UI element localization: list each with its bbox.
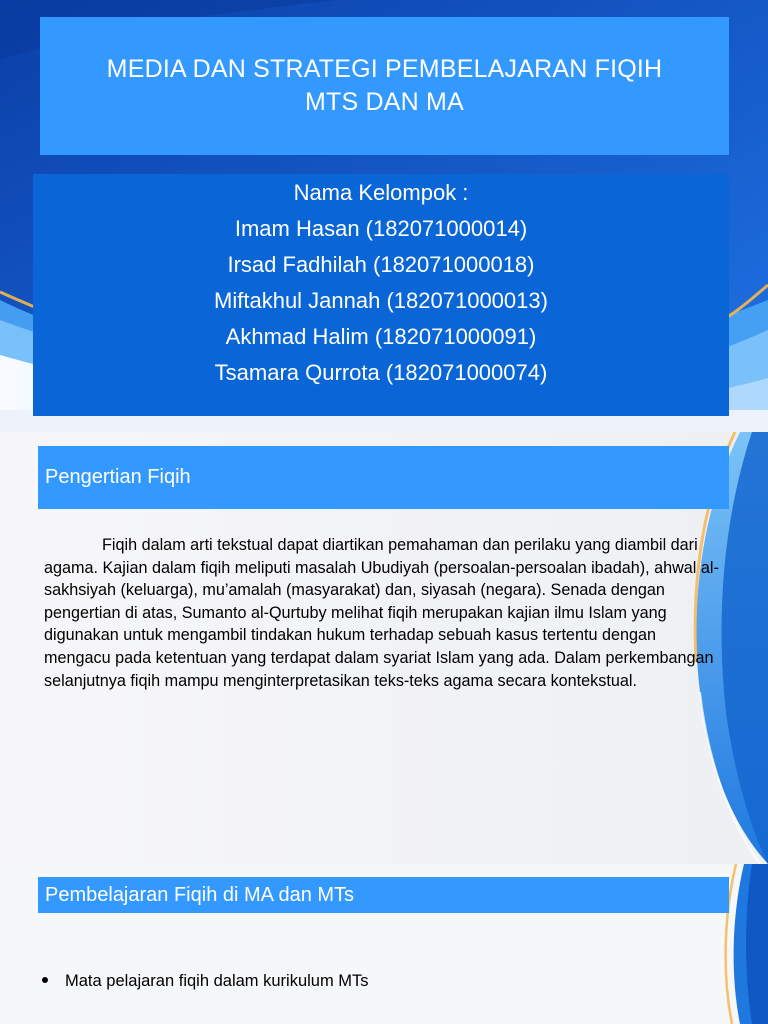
section-heading: Pengertian Fiqih: [45, 466, 191, 488]
bullet-icon: [42, 977, 48, 983]
section-heading: Pembelajaran Fiqih di MA dan MTs: [45, 883, 355, 906]
bullet-list-item: [42, 972, 369, 991]
group-heading: Nama Kelompok :: [293, 180, 469, 205]
member-item: Imam Hasan (182071000014): [234, 216, 528, 241]
member-item: Miftakhul Jannah (182071000013): [214, 288, 548, 313]
slide-title: [87, 53, 683, 119]
title-box: [40, 17, 729, 155]
slide-title-line2: MTS DAN MA: [305, 88, 464, 116]
section-heading-bar: [38, 877, 729, 913]
learning-slide: [0, 864, 768, 1024]
member-item: Akhmad Halim (182071000091): [225, 324, 537, 349]
bullet-text: Mata pelajaran fiqih dalam kurikulum MTs: [65, 972, 369, 990]
slide-title-line1: MEDIA DAN STRATEGI PEMBELAJARAN FIQIH: [106, 55, 663, 83]
definition-slide: [0, 432, 768, 864]
title-slide: [0, 0, 768, 432]
group-members-box: [33, 174, 729, 416]
member-item: Irsad Fadhilah (182071000018): [227, 252, 535, 277]
section-heading-bar: [38, 446, 729, 509]
definition-paragraph: Fiqih dalam arti tekstual dapat diartikan pemahaman dan perilaku yang diambil dari agama. Kajian dalam fiqih meliputi masalah Ubudiyah (persoalan-persoalan ibadah), ahwal al-sakhsiyah (keluarga), mu’amalah (masyarakat) dan, siyasah (negara). Senada dengan pengertian di atas, Sumanto al-Qurtuby melihat fiqih merupakan kajian ilmu Islam yang digunakan untuk mengambil tindakan hukum terhadap sebuah kasus tertentu dengan mengacu pada ketentuan yang terdapat dalam syariat Islam yang ada. Dalam perkembangan selanjutnya fiqih mampu menginterpretasikan teks-teks agama secara kontekstual.: [44, 536, 719, 690]
member-item: Tsamara Qurrota (182071000074): [214, 360, 548, 385]
